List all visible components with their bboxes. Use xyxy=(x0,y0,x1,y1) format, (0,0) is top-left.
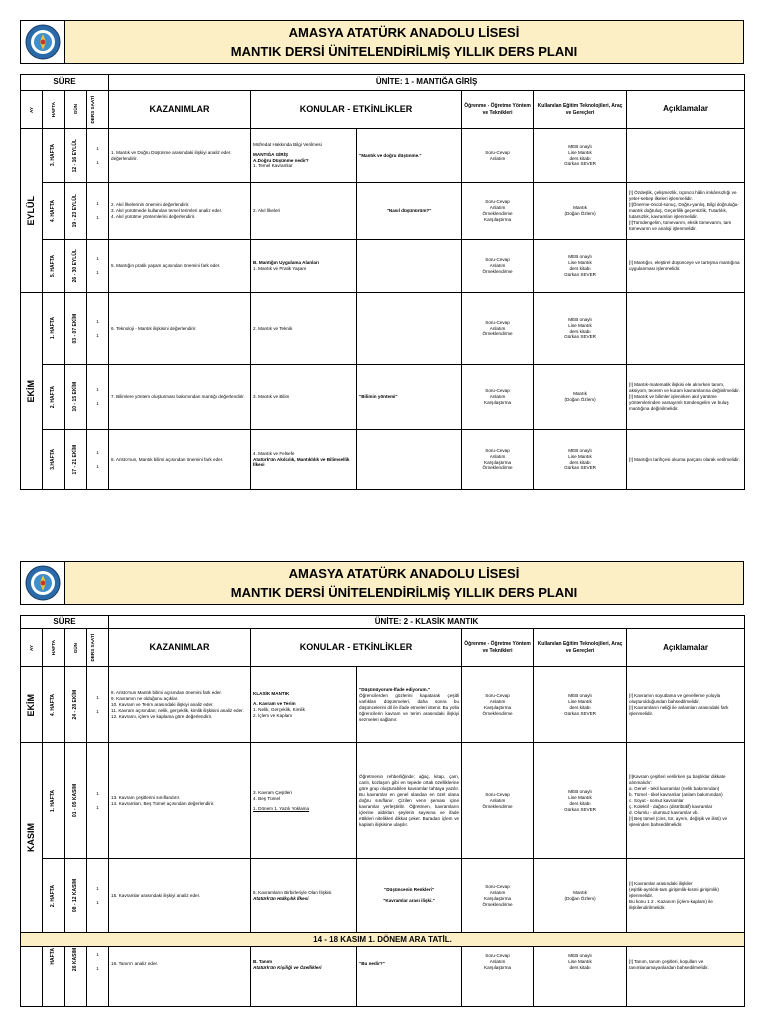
etkinlik-cell: "Bilimin yöntemi" xyxy=(357,365,462,430)
col-hafta: HAFTA xyxy=(50,101,56,118)
school-name: AMASYA ATATÜRK ANADOLU LİSESİ xyxy=(288,25,520,40)
hour-count: 1 xyxy=(96,401,99,406)
aciklama-cell: [!] Özdeşlik, çelişmezlik, üçüncü hâlin imkânsızlığı ve yeter-sebep ilkeleri işlenmelidir. [!]Önerme-öncül-sonuç, Doğru-yanlış, Bilgi doğruluğu-mantık doğruluş, Geçerlilik geçersizlik, Tutarlılık, tutarsızlık, kavramları işlenmelidir. [!]Tümdengelim, tümevarım, eksik tümevarım, tam tümevarım ve analoji işlenmelidir. xyxy=(627,183,745,240)
week-label: 4. HAFTA xyxy=(50,693,57,716)
school-logo xyxy=(21,21,65,63)
week-label: 2. HAFTA xyxy=(50,884,57,907)
yontem-cell: Soru-Cevap Anlatım Karşılaştırma xyxy=(462,365,534,430)
date-range: 24 - 28 EKİM xyxy=(72,690,79,720)
hour-count: 1 xyxy=(96,270,99,275)
date-range: 26 - 30 EYLÜL xyxy=(72,249,79,283)
week-label: 3.HAFTA xyxy=(50,449,57,470)
table-row xyxy=(21,667,745,743)
arac-cell: MEB onaylı Lise Mantık ders kitabı Gürkan SEVER xyxy=(534,240,627,293)
konu-cell: KLASİK MANTIK A. Kavram ve Terim 1. Nelik, Gerçeklik, Kimlik 2. İçlem ve Kaplam xyxy=(251,667,357,743)
date-range: 03 - 07 EKİM xyxy=(72,313,79,344)
hour-count: 1 xyxy=(96,256,99,261)
date-range: 12 - 16 EYLÜL xyxy=(72,138,79,173)
table-row xyxy=(21,293,745,365)
yontem-cell: Soru-Cevap Anlatım Örneklendirme xyxy=(462,743,534,859)
etkinlik-cell: "Düşüncenin Renkleri" "Kavramlar arası ilişki." xyxy=(357,859,462,933)
week-label: 4. HAFTA xyxy=(50,199,57,223)
yontem-cell: Soru-Cevap Anlatım Karşılaştırma Örneklendirme xyxy=(462,667,534,743)
hour-count: 1 xyxy=(96,885,99,891)
arac-cell: Mantık (Doğan Özlem) xyxy=(534,183,627,240)
table-row xyxy=(21,859,745,933)
hour-count: 1 xyxy=(96,804,99,810)
kazanim-cell: 5. Mantığın pratik yaşam açısından önemini fark eder. xyxy=(109,240,251,293)
col-gun: GÜN xyxy=(72,104,78,115)
table-row xyxy=(21,947,745,1007)
kazanim-cell: 2. Akıl İlkelerinin önemini değerlendirir. 3. Akıl yürütmede kullanılan temel terimleri analiz eder. 4. Akıl yürütme yöntemlerini değerlendirir. xyxy=(109,183,251,240)
aciklama-cell xyxy=(627,293,745,365)
plan-page-2 xyxy=(20,561,744,1007)
hour-count: 1 xyxy=(96,215,99,220)
arac-cell: Mantık (Doğan Özlem) xyxy=(534,365,627,430)
yontem-cell: Soru-Cevap Anlatım Örneklendirme xyxy=(462,240,534,293)
col-hafta: HAFTA xyxy=(50,640,56,656)
hour-count: 1 xyxy=(96,159,99,165)
kazanim-cell: 7. Bilimlere yöntem oluşturması bakımından mantığı değerlendirir. xyxy=(109,365,251,430)
yontem-cell: Soru-Cevap Anlatım Karşılaştırma xyxy=(462,947,534,1007)
kazanim-cell: 1. Mantık ve Doğru Düşünme arasındaki ilişkiyi analiz eder. değerlendirir. xyxy=(109,129,251,183)
etkinlik-cell: "Bu nedir?" xyxy=(357,947,462,1007)
col-ay: AY xyxy=(28,106,34,113)
konu-cell: Müfredat Hakkında Bilgi Verilmesi MANTIĞA GİRİŞ A.Doğru Düşünme nedir? 1. Temel Kavramlar xyxy=(251,129,357,183)
week-label: 1. HAFTA xyxy=(50,789,57,812)
etkinlik-cell: Öğretmenin rehberliğinde; ağaç, kitap, çam, canlı, kozlaşım gibi en tepede ortak özelliklerine göre grup oluşturabilen kavramlar tahtaya yazılır. Bu kavramlar en genel olandan en özel olana doğru sınıflanır. Çizilen venn şeması içine kavramlar yerleştirilir. Öğretmen, kavramların içlerine aldıkları şeylerin sayısına ve ifade ettikleri nitelikleri dikkat çeker. Buradan içlem ve kaplam ilişkisine ulaşılır. xyxy=(357,743,462,859)
aciklama-cell: [!] Mantığın tarihçesi okuma parçası olarak verilmelidir. xyxy=(627,430,745,490)
col-ders-saati: DERS SAATİ xyxy=(89,634,95,662)
holiday-row xyxy=(21,933,745,947)
yontem-cell: Soru-Cevap Anlatım Karşılaştırma Örneklendirme xyxy=(462,430,534,490)
hour-count: 1 xyxy=(96,899,99,905)
col-yontem: Öğrenme - Öğretme Yöntem ve Teknikleri xyxy=(462,91,534,129)
hour-count: 1 xyxy=(96,708,99,714)
yontem-cell: Soru-Cevap Anlatım Karşılaştırma Örneklendirme xyxy=(462,859,534,933)
school-emblem-icon xyxy=(25,565,61,601)
arac-cell: MEB onaylı Lise Mantık ders kitabı Gürkan SEVER xyxy=(534,743,627,859)
col-arac: Kullanılan Eğitim Teknolojileri, Araç ve Gereçleri xyxy=(534,629,627,667)
holiday-text: 14 - 18 KASIM 1. DÖNEM ARA TATİL. xyxy=(21,933,745,947)
konu-cell: 4. Mantık ve Felsefe Atatürk'ün Akılcılık, Mantıklılık ve Bilimsellik İlkesi xyxy=(251,430,357,490)
yontem-cell: Soru-Cevap Anlatım Örneklendirme Karşılaştırma xyxy=(462,183,534,240)
plan-table-2 xyxy=(20,615,745,1007)
hour-count: 1 xyxy=(96,966,99,972)
date-range: 08 - 12 KASIM xyxy=(72,879,79,913)
table-row xyxy=(21,183,745,240)
konu-cell: B. Tanım Atatürk'ün Kişiliği ve Özellikleri xyxy=(251,947,357,1007)
hour-count: 1 xyxy=(96,449,99,455)
unit-title: ÜNİTE: 1 - MANTIĞA GİRİŞ xyxy=(109,75,745,91)
hour-count: 1 xyxy=(96,694,99,700)
hour-count: 1 xyxy=(96,332,99,338)
hour-count: 1 xyxy=(96,318,99,324)
etkinlik-cell xyxy=(357,293,462,365)
month-ekim: EKİM xyxy=(25,379,36,403)
school-logo xyxy=(21,562,65,604)
date-range: 01 - 05 KASIM xyxy=(72,784,79,818)
etkinlik-cell xyxy=(357,240,462,293)
konu-cell: B. Mantığın Uygulama Alanları 1. Mantık ve Pratik Yaşam xyxy=(251,240,357,293)
col-ay: AY xyxy=(28,644,34,651)
table-row xyxy=(21,129,745,183)
week-label: 5. HAFTA xyxy=(50,254,57,278)
school-name: AMASYA ATATÜRK ANADOLU LİSESİ xyxy=(288,566,520,581)
week-label: HAFTA xyxy=(50,948,57,965)
col-kazanimlar: KAZANIMLAR xyxy=(109,91,251,129)
arac-cell: MEB onaylı Lise Mantık ders kitabı Gürkan SEVER xyxy=(534,667,627,743)
kazanim-cell: 13. Kavram çeşitlerini sınıflandırır. 14. Kavramları, Beş Tümel açısından değerlendirir. xyxy=(109,743,251,859)
konu-cell: 3. Mantık ve Bilim xyxy=(251,365,357,430)
month-ekim: EKİM xyxy=(25,693,36,717)
aciklama-cell: [!] Kavramın soyutlama ve genelleme yoluyla oluşturulduğundan bahsedilmelidir. [!] Kavramların neliği ile anlamları arasındaki fark işlenmelidir. xyxy=(627,667,745,743)
aciklama-cell xyxy=(627,129,745,183)
table-row xyxy=(21,240,745,293)
etkinlik-cell xyxy=(357,430,462,490)
week-label: 3. HAFTA xyxy=(50,144,57,167)
hour-count: 1 xyxy=(96,387,99,392)
aciklama-cell: [!] Mantık-matematik ilişkisi ele alınırken tanım, aksiyom, teorem ve kuram kavramlarına değinilmelidir. [!] Mantık ve bilimler işlenirken akıl yürütme yöntemlerinden varsayımlı tümdengelim ve buluş mantığına değinilmelidir. xyxy=(627,365,745,430)
hour-count: 1 xyxy=(96,463,99,469)
konu-cell: 2. Akıl İlkeleri xyxy=(251,183,357,240)
plan-title: MANTIK DERSİ ÜNİTELENDİRİLMİŞ YILLIK DERS PLANI xyxy=(230,44,578,59)
col-konular: KONULAR - ETKİNLİKLER xyxy=(251,91,462,129)
arac-cell: MEB onaylı Lise Mantık ders kitabı Gürkan SEVER xyxy=(534,293,627,365)
arac-cell: MEB onaylı Lise Mantık ders kitabı Gürkan SEVER xyxy=(534,129,627,183)
date-range: 10 - 15 EKİM xyxy=(72,382,79,412)
hour-count: 1 xyxy=(96,790,99,796)
arac-cell: MEB onaylı Lise Mantık ders kitabı xyxy=(534,947,627,1007)
sure-header: SÜRE xyxy=(21,616,109,629)
konu-cell: 5. Kavramların Birbirleriyle Olan İlişkisi Atatürk'ün Halkçılık İlkesi xyxy=(251,859,357,933)
aciklama-cell: [!] Mantığın, eleştirel düşünceye ve tartışma mantığına uygulanması işlenmelidir. xyxy=(627,240,745,293)
month-kasim: KASIM xyxy=(25,823,36,853)
yontem-cell: Soru-Cevap Anlatım xyxy=(462,129,534,183)
aciklama-cell: [!] Kavramlar arasındaki ilişkiler (eşitlik-ayrıklık-tam girişimlik-kısmi girişimlik) işlenmelidir. Bu konu 1 2 . Kazanım (içlem-kaplam) ile ilişkilendirilmelidir. xyxy=(627,859,745,933)
date-range: 19 - 23 EYLÜL xyxy=(72,194,79,228)
konu-cell: 2. Mantık ve Teknik xyxy=(251,293,357,365)
hour-count: 1 xyxy=(96,201,99,206)
page-header xyxy=(20,561,744,605)
kazanim-cell: 16. Tanım'ı analiz eder. xyxy=(109,947,251,1007)
plan-table-1 xyxy=(20,74,745,490)
page-header xyxy=(20,20,744,64)
kazanim-cell: 8. Aristo'nun, Mantık bilimi açısından önemini fark eder. xyxy=(109,430,251,490)
month-eylul: EYLÜL xyxy=(25,195,36,226)
yontem-cell: Soru-Cevap Anlatım Örneklendirme xyxy=(462,293,534,365)
kazanim-cell: 8. Aristo'nun Mantık bilimi açısından önemini fark eder. 9. Kavramın ne olduğunu açıklar. 10. Kavram ve Terim arasındaki ilişkiyi analiz eder. 11. Kavram açısından; nelik, gerçeklik, kimlik ilişkisini analiz eder. 12. Kavramı, içlem ve kaplama göre değerlendirir. xyxy=(109,667,251,743)
unit-title: ÜNİTE: 2 - KLASİK MANTIK xyxy=(109,616,745,629)
date-range: 26 KASIM xyxy=(72,948,79,972)
etkinlik-cell: "Nasıl düşünürüm?" xyxy=(357,183,462,240)
etkinlik-cell: "Düşünüyorum-İfade ediyorum." Öğrencilerden gözlerini kapatarak çeşitli varlıkları düşünmeleri, daha sonra bu düşüncelerini dil ile ifade etmeleri istenir. Bu yolla öğrencilerin kavram ve terim arasındaki ilişkiyi sezmeleri sağlanır. xyxy=(357,667,462,743)
plan-title: MANTIK DERSİ ÜNİTELENDİRİLMİŞ YILLIK DERS PLANI xyxy=(230,585,578,600)
date-range: 17 - 21 EKİM xyxy=(72,444,79,475)
week-label: 1. HAFTA xyxy=(50,317,57,340)
week-label: 2. HAFTA xyxy=(50,385,57,409)
aciklama-cell: [!]Kavram çeşitleri verilirken şu başlıklar dikkate alınmalıdır: a. Genel - tekil kavramlar (nelik bakımından) b. Tümel - tikel kavramlar (anlam bakımından) c. Soyut - somut kavramlar ç. Kolektif - dağıtıcı (distribütif) kavramlar d. Olumlu - olumsuz kavramlar vb. [!] Beş tümel (cins, tür, ayrım, değişik ve ilinti) ve işlevinden bahsedilmelidir. xyxy=(627,743,745,859)
aciklama-cell: [!] Tanım, tanım çeşitleri, koşulları ve tanımlanamayanlardan bahsedilmelidir. xyxy=(627,947,745,1007)
col-ders-saati: DERS SAATİ xyxy=(89,95,95,124)
konu-cell: 3. Kavram Çeşitleri 4. Beş Tümel 1. Dönem 1. Yazılı Yoklama xyxy=(251,743,357,859)
plan-page-1 xyxy=(20,20,744,490)
etkinlik-cell: "Mantık ve doğru düşünme." xyxy=(357,129,462,183)
arac-cell: MEB onaylı Lise Mantık ders kitabı Gürkan SEVER xyxy=(534,430,627,490)
kazanim-cell: 15. Kavramlar arasındaki ilişkiyi analiz eder. xyxy=(109,859,251,933)
col-aciklama: Açıklamalar xyxy=(627,629,745,667)
hour-count: 1 xyxy=(96,952,99,958)
table-row xyxy=(21,430,745,490)
hour-count: 1 xyxy=(96,145,99,151)
col-konular: KONULAR - ETKİNLİKLER xyxy=(251,629,462,667)
table-row xyxy=(21,365,745,430)
col-arac: Kullanılan Eğitim Teknolojileri, Araç ve Gereçleri xyxy=(534,91,627,129)
school-emblem-icon xyxy=(25,24,61,60)
col-kazanimlar: KAZANIMLAR xyxy=(109,629,251,667)
col-yontem: Öğrenme - Öğretme Yöntem ve Teknikleri xyxy=(462,629,534,667)
col-gun: GÜN xyxy=(72,642,78,653)
table-row xyxy=(21,743,745,859)
kazanim-cell: 6. Teknoloji - Mantık ilişkisini değerlendirir. xyxy=(109,293,251,365)
col-aciklama: Açıklamalar xyxy=(627,91,745,129)
sure-header: SÜRE xyxy=(21,75,109,91)
arac-cell: Mantık (Doğan Özlem) xyxy=(534,859,627,933)
